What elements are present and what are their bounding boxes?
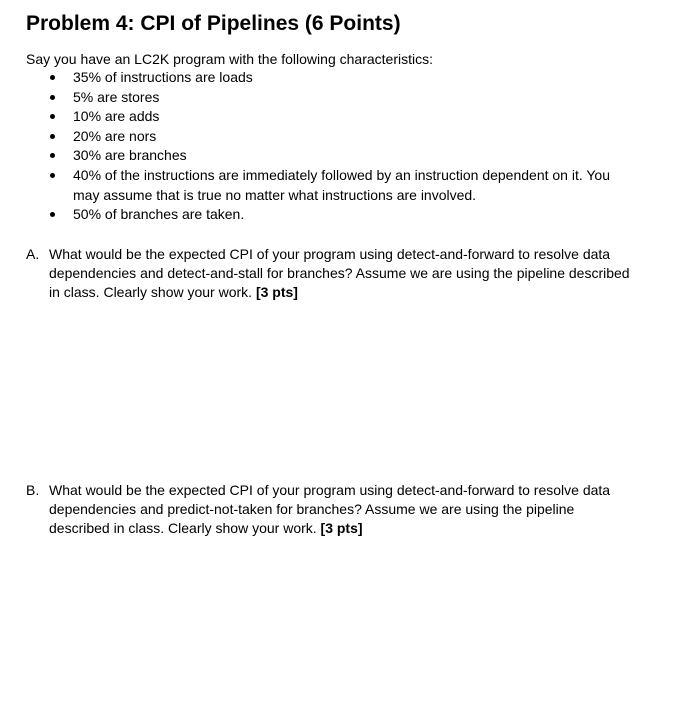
- question-text: What would be the expected CPI of your program using detect-and-forward to resolve data dependencies and detect-and-stall for branches? Assume we are using the pipeline described in class. Clearly show your work.: [49, 246, 630, 300]
- question-body: [49, 481, 636, 538]
- list-item: [0, 166, 674, 205]
- list-item-text: 5% are stores: [73, 88, 160, 105]
- list-item: [0, 68, 674, 88]
- list-item: [0, 205, 674, 225]
- list-item-text: 40% of the instructions are immediately followed by an instruction dependent on it. You may assume that is true no matter what instructions are involved.: [73, 166, 610, 203]
- question-body: [49, 245, 636, 302]
- bullet-icon: [50, 212, 55, 217]
- question-points: [3 pts]: [255, 284, 298, 300]
- list-item-text: 30% are branches: [73, 147, 187, 164]
- bullet-icon: [50, 134, 55, 139]
- problem-intro: Say you have an LC2K program with the following characteristics:: [26, 51, 433, 67]
- question-points: [3 pts]: [320, 520, 363, 536]
- list-item-text: 10% are adds: [73, 108, 160, 125]
- bullet-icon: [50, 153, 55, 158]
- question-letter: A.: [26, 246, 40, 262]
- list-item-text: 35% of instructions are loads: [73, 69, 253, 85]
- bullet-icon: [50, 75, 55, 80]
- list-item: [0, 107, 674, 127]
- question-text: What would be the expected CPI of your program using detect-and-forward to resolve data dependencies and predict-not-taken for branches? Assume we are using the pipeline described in class. Clearly show your work.: [49, 482, 611, 536]
- list-item: [0, 88, 674, 108]
- question-b: [0, 481, 674, 538]
- list-item-text: 50% of branches are taken.: [73, 206, 245, 223]
- question-letter: B.: [26, 482, 40, 498]
- list-item: [0, 127, 674, 147]
- bullet-icon: [50, 114, 55, 119]
- characteristics-list: [0, 68, 674, 225]
- list-item: [0, 146, 674, 166]
- question-a: [0, 245, 674, 302]
- list-item-text: 20% are nors: [73, 127, 157, 144]
- problem-title: Problem 4: CPI of Pipelines (6 Points): [26, 12, 401, 35]
- bullet-icon: [50, 95, 55, 100]
- bullet-icon: [50, 173, 55, 178]
